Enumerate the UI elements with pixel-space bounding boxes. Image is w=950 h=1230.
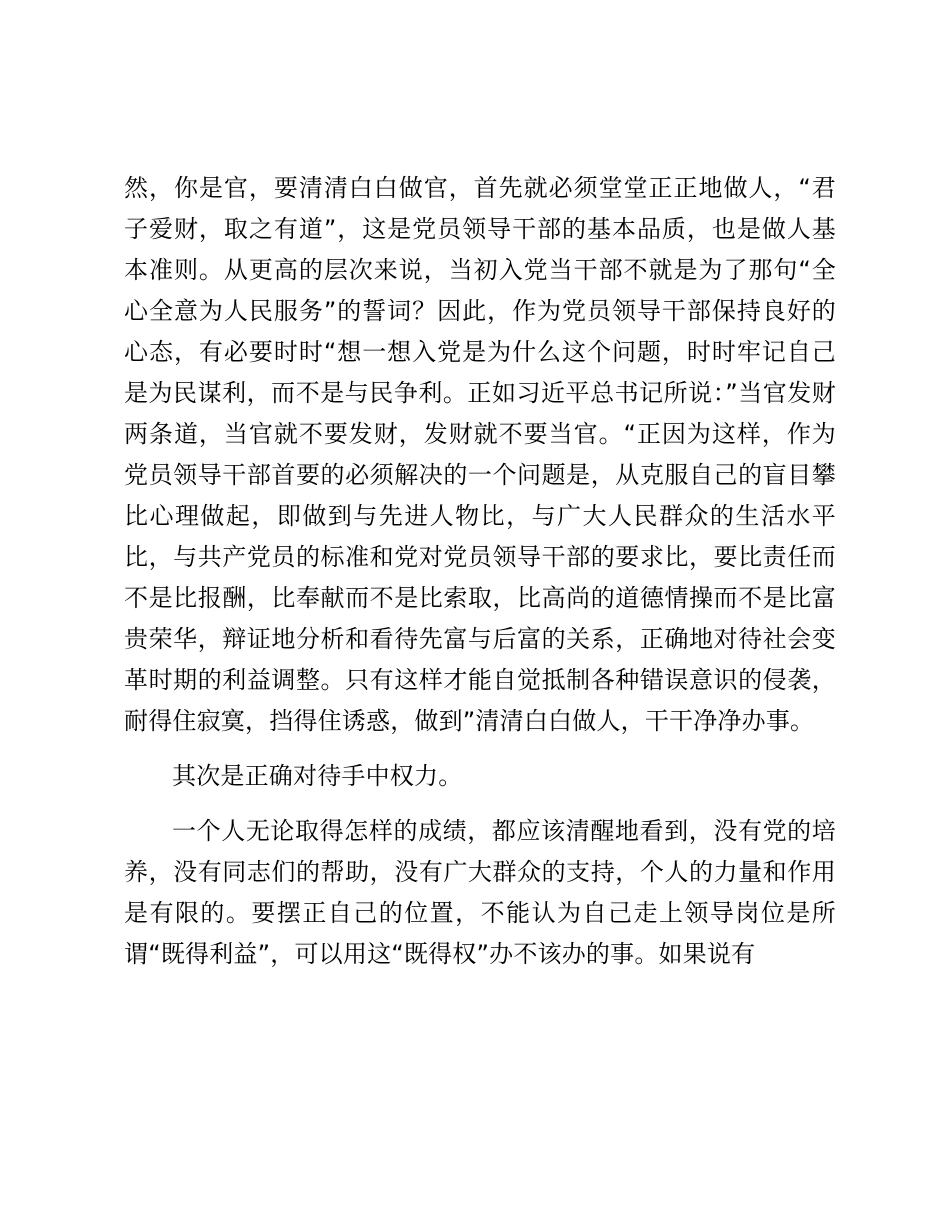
document-body — [124, 168, 836, 975]
paragraph-1: 然，你是官，要清清白白做官，首先就必须堂堂正正地做人，“君子爱财，取之有道”，这是党员领导干部的基本品质，也是做人基本准则。从更高的层次来说，当初入党当干部不就是为了那句“全心全意为人民服务”的誓词？因此，作为党员领导干部保持良好的心态，有必要时时“想一想入党是为什么这个问题，时时牢记自己是为民谋利，而不是与民争利。正如习近平总书记所说：”当官发财两条道，当官就不要发财，发财就不要当官。“正因为这样，作为党员领导干部首要的必须解决的一个问题是，从克服自己的盲目攀比心理做起，即做到与先进人物比，与广大人民群众的生活水平比，与共产党员的标准和党对党员领导干部的要求比，要比责任而不是比报酬，比奉献而不是比索取，比高尚的道德情操而不是比富贵荣华，辩证地分析和看待先富与后富的关系，正确地对待社会变革时期的利益调整。只有这样才能自觉抵制各种错误意识的侵袭，耐得住寂寞，挡得住诱惑，做到”清清白白做人，干干净净办事。 — [124, 174, 836, 735]
paragraph-2: 其次是正确对待手中权力。 — [172, 762, 463, 790]
paragraph-3: 一个人无论取得怎样的成绩，都应该清醒地看到，没有党的培养，没有同志们的帮助，没有广大群众的支持，个人的力量和作用是有限的。要摆正自己的位置，不能认为自己走上领导岗位是所谓“既得利益”，可以用这“既得权”办不该办的事。如果说有 — [124, 817, 836, 968]
